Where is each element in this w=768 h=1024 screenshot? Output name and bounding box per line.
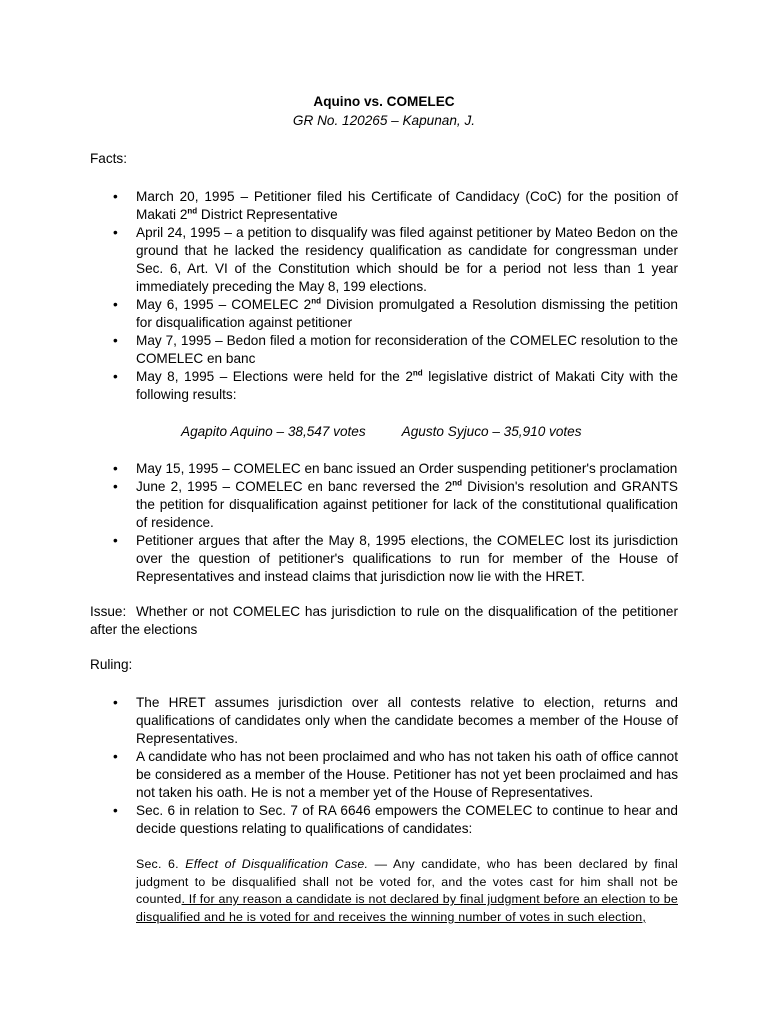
facts-list <box>90 188 678 404</box>
list-item: • May 15, 1995 – COMELEC en banc issued an Order suspending petitioner's proclamation <box>113 461 678 476</box>
vote-result-aquino: Agapito Aquino – 38,547 votes <box>181 424 366 439</box>
list-item: • March 20, 1995 – Petitioner filed his Certificate of Candidacy (CoC) for the position of Makati 2nd District Representative <box>113 189 678 222</box>
bullet-icon: • <box>113 297 118 312</box>
bullet-icon: • <box>113 369 118 384</box>
quote-underlined-text: . If for any reason a candidate is not declared by final judgment before an election to be disqualified and he is voted for and receives the winning number of votes in such election, <box>136 892 678 924</box>
ruling-label: Ruling: <box>90 657 133 672</box>
bullet-icon: • <box>113 189 118 204</box>
election-results <box>90 423 678 441</box>
quote-body: — Any candidate, who has been declared by final judgment to be disqualified shall not be voted for, and the votes cast for him shall not be counted <box>136 857 678 906</box>
facts-list-continued <box>90 460 678 586</box>
list-item: • A candidate who has not been proclaimed and who has not taken his oath of office cannot be considered as a member of the House. Petitioner has not yet been proclaimed and has not taken his oath. He is not a member yet of the House of Representatives. <box>113 749 678 800</box>
issue-paragraph <box>90 603 678 639</box>
document-subtitle: GR No. 120265 – Kapunan, J. <box>292 113 476 128</box>
document-title: Aquino vs. COMELEC <box>313 94 455 109</box>
bullet-icon: • <box>113 749 118 764</box>
bullet-icon: • <box>113 225 118 240</box>
facts-label: Facts: <box>90 151 128 166</box>
bullet-icon: • <box>113 695 118 710</box>
bullet-icon: • <box>113 333 118 348</box>
bullet-icon: • <box>113 461 118 476</box>
quote-heading: Effect of Disqualification Case. <box>185 857 369 871</box>
list-item: • June 2, 1995 – COMELEC en banc reversed the 2nd Division's resolution and GRANTS the petition for disqualification against petitioner for lack of the constitutional qualification of residence. <box>113 478 678 530</box>
bullet-icon: • <box>113 533 118 548</box>
quote-section-number: Sec. 6. <box>136 857 179 871</box>
document-page <box>90 92 678 926</box>
list-item: • The HRET assumes jurisdiction over all contests relative to election, returns and qualifications of candidates only when the candidate becomes a member of the House of Representatives. <box>113 695 678 746</box>
vote-result-syjuco: Agusto Syjuco – 35,910 votes <box>401 424 582 439</box>
statute-quote <box>136 856 678 926</box>
ruling-list <box>90 694 678 838</box>
list-item: • Petitioner argues that after the May 8, 1995 elections, the COMELEC lost its jurisdiction over the question of petitioner's qualifications to run for member of the House of Representatives and instead claims that jurisdiction now lie with the HRET. <box>113 533 678 584</box>
list-item: • May 7, 1995 – Bedon filed a motion for reconsideration of the COMELEC resolution to the COMELEC en banc <box>113 333 678 366</box>
list-item: • May 8, 1995 – Elections were held for the 2nd legislative district of Makati City with the following results: <box>113 368 678 402</box>
bullet-icon: • <box>113 803 118 818</box>
issue-text: Whether or not COMELEC has jurisdiction to rule on the disqualification of the petitioner after the elections <box>90 604 678 637</box>
list-item: • Sec. 6 in relation to Sec. 7 of RA 6646 empowers the COMELEC to continue to hear and decide questions relating to qualifications of candidates: <box>113 803 678 836</box>
bullet-icon: • <box>113 479 118 494</box>
list-item: • April 24, 1995 – a petition to disqualify was filed against petitioner by Mateo Bedon on the ground that he lacked the residency qualification as candidate for congressman under Sec. 6, Art. VI of the Constitution which should be for a period not less than 1 year immediately preceding the May 8, 199 elections. <box>113 225 678 294</box>
issue-label: Issue: <box>90 604 127 619</box>
list-item: • May 6, 1995 – COMELEC 2nd Division promulgated a Resolution dismissing the petition for disqualification against petitioner <box>113 296 678 330</box>
